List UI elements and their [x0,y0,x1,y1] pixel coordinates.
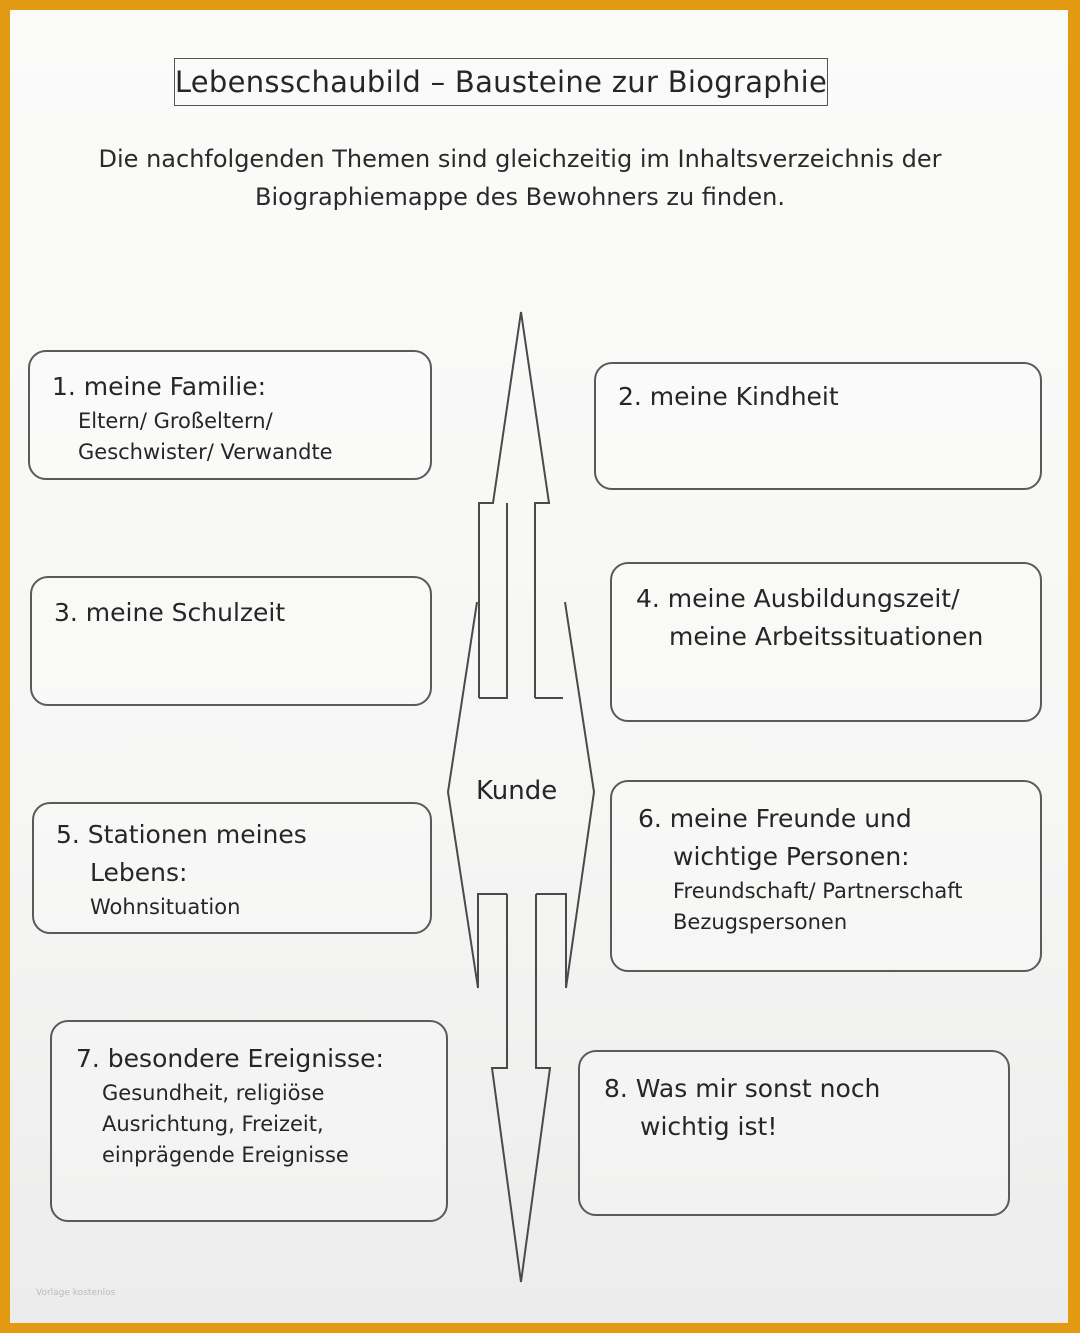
watermark: Vorlage kostenlos [36,1288,116,1298]
box-freunde-sub-1: Freundschaft/ Partnerschaft [673,879,963,903]
center-label-kunde: Kunde [476,776,558,806]
box-sonst-wichtig [578,1050,1010,1216]
box-familie [28,350,432,480]
box-schulzeit-heading: 3. meine Schulzeit [54,598,286,627]
box-freunde-sub-2: Bezugspersonen [673,910,848,934]
document-page [10,10,1068,1323]
box-kindheit-heading: 2. meine Kindheit [618,382,839,411]
box-freunde-heading-2: wichtige Personen: [673,842,910,871]
box-sonst-wichtig-heading-2: wichtig ist! [640,1112,778,1141]
box-ausbildungszeit-heading-1: 4. meine Ausbildungszeit/ [636,584,960,613]
intro-line-2: Biographiemappe des Bewohners zu finden. [255,183,785,211]
box-ereignisse-sub-1: Gesundheit, religiöse [102,1081,325,1105]
box-stationen-sub-1: Wohnsituation [90,895,241,919]
box-ereignisse-sub-3: einprägende Ereignisse [102,1143,349,1167]
box-freunde-heading-1: 6. meine Freunde und [638,804,912,833]
arrow-stem-left [479,503,507,698]
box-stationen [32,802,432,934]
box-stationen-heading-2: Lebens: [90,858,188,887]
box-sonst-wichtig-heading-1: 8. Was mir sonst noch [604,1074,881,1103]
box-ereignisse-heading: 7. besondere Ereignisse: [76,1044,384,1073]
box-kindheit [594,362,1042,490]
up-arrow [479,312,549,698]
box-familie-heading: 1. meine Familie: [52,372,267,401]
box-familie-sub-1: Eltern/ Großeltern/ [78,409,273,433]
down-arrow [492,894,550,1282]
box-schulzeit [30,576,432,706]
box-ausbildungszeit [610,562,1042,722]
box-ereignisse-sub-2: Ausrichtung, Freizeit, [102,1112,324,1136]
box-ausbildungszeit-heading-2: meine Arbeitssituationen [669,622,984,651]
box-familie-sub-2: Geschwister/ Verwandte [78,440,333,464]
box-ereignisse [50,1020,448,1222]
intro-line-1: Die nachfolgenden Themen sind gleichzeitig im Inhaltsverzeichnis der [98,145,942,173]
page-title: Lebensschaubild – Bausteine zur Biographie [174,58,828,106]
box-stationen-heading-1: 5. Stationen meines [56,820,307,849]
box-freunde [610,780,1042,972]
